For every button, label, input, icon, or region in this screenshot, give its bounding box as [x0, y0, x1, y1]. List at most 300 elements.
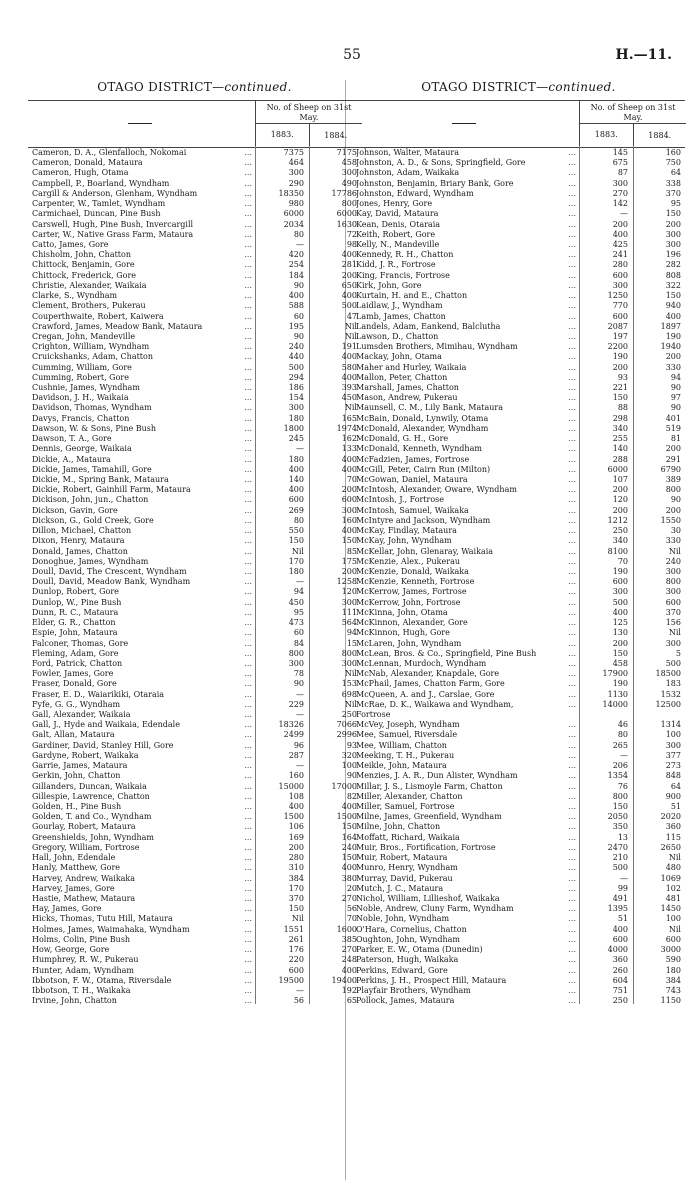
leader-dots: ... [568, 720, 576, 730]
leader-dots: ... [568, 188, 576, 198]
sheep-1883: 770 [612, 301, 628, 311]
sheep-1883: 550 [288, 526, 304, 536]
sheep-1884: 94 [670, 372, 681, 382]
sheep-1883: 300 [288, 168, 304, 178]
owner-name: McDonald, G. H., Gore [356, 434, 449, 444]
leader-dots: ... [244, 209, 252, 219]
left-year-1884: 1884. [324, 130, 348, 140]
table-row [28, 700, 361, 710]
table-row [28, 322, 361, 332]
sheep-1883: 384 [288, 873, 304, 883]
table-row [352, 782, 685, 792]
sheep-1883: 240 [288, 342, 304, 352]
table-row [28, 506, 361, 516]
leader-dots: ... [568, 965, 576, 975]
table-row [28, 710, 361, 720]
sheep-1883: 980 [288, 199, 304, 209]
table-row [28, 424, 361, 434]
sheep-1883: 280 [288, 853, 304, 863]
leader-dots: ... [568, 505, 576, 515]
sheep-1884: 100 [665, 730, 681, 740]
sheep-1884: 338 [665, 178, 681, 188]
leader-dots: ... [244, 883, 252, 893]
leader-dots: ... [568, 648, 576, 658]
sheep-1883: 1500 [283, 812, 304, 822]
sheep-1883: 800 [288, 648, 304, 658]
sheep-1883: 80 [293, 229, 304, 239]
leader-dots: ... [244, 250, 252, 260]
owner-name: Mackay, John, Otama [356, 352, 442, 362]
table-row [352, 720, 685, 730]
sheep-1884: 183 [665, 679, 681, 689]
owner-name: McVey, Joseph, Wyndham [356, 720, 460, 730]
table-row [352, 526, 685, 536]
table-row [352, 393, 685, 403]
sheep-1883: Nil [291, 546, 304, 556]
owner-name: Parker, E. W., Otama (Dunedin) [356, 945, 483, 955]
owner-name: Kurtain, H. and E., Chatton [356, 291, 468, 301]
sheep-1884: Nil [668, 924, 681, 934]
sheep-1883: 6000 [607, 464, 628, 474]
leader-dots: ... [244, 148, 252, 157]
sheep-1884: 2996 [336, 730, 357, 740]
owner-name: Mee, Samuel, Riversdale [356, 730, 458, 740]
sheep-1884: 600 [341, 495, 357, 505]
sheep-1883: 265 [612, 740, 628, 750]
leader-dots: ... [244, 280, 252, 290]
owner-name: Galt, Allan, Mataura [32, 730, 115, 740]
sheep-1884: 100 [665, 914, 681, 924]
sheep-1883: — [620, 209, 628, 219]
leader-dots: ... [244, 444, 252, 454]
sheep-1883: Nil [291, 914, 304, 924]
leader-dots: ... [244, 771, 252, 781]
sheep-1883: 190 [612, 352, 628, 362]
leader-dots: ... [568, 331, 576, 341]
leader-dots: ... [244, 434, 252, 444]
owner-name: Fraser, Donald, Gore [32, 679, 117, 689]
leader-dots: ... [244, 638, 252, 648]
leader-dots: ... [244, 679, 252, 689]
sheep-1884: 17000 [331, 781, 357, 791]
owner-name: Lumsden Brothers, Mimihau, Wyndham [356, 342, 518, 352]
sheep-1884: 17786 [331, 188, 357, 198]
leader-dots: ... [244, 556, 252, 566]
leader-dots: ... [568, 178, 576, 188]
owner-name: Dawson, W. & Sons, Pine Bush [32, 423, 157, 433]
sheep-1884: 300 [341, 505, 357, 515]
sheep-1884: 2650 [660, 842, 681, 852]
leader-dots: ... [244, 934, 252, 944]
leader-dots: ... [568, 975, 576, 985]
sheep-1883: 130 [612, 628, 628, 638]
owner-name: Johnston, Adam, Waikaka [356, 168, 460, 178]
right-sheep-header-label: No. of Sheep on 31st May. [580, 101, 686, 124]
owner-name: Golden, H., Pine Bush [32, 802, 122, 811]
leader-dots: ... [568, 945, 576, 955]
page-number: 55 [343, 47, 361, 63]
sheep-1884: 1550 [660, 515, 681, 525]
leader-dots: ... [244, 168, 252, 178]
owner-name: McDonald, Kenneth, Wyndham [356, 444, 482, 454]
sheep-1884: 743 [665, 985, 681, 995]
leader-dots: ... [568, 924, 576, 934]
sheep-1883: 1130 [607, 689, 628, 699]
table-row [352, 874, 685, 884]
owner-name: Christie, Alexander, Waikaia [32, 280, 147, 290]
owner-name: Crighton, William, Wyndham [32, 342, 150, 352]
leader-dots: ... [568, 444, 576, 454]
owner-name: Chittock, Benjamin, Gore [32, 260, 135, 270]
sheep-1884: 72 [346, 229, 357, 239]
sheep-1884: 300 [341, 658, 357, 668]
right-title-main: OTAGO DISTRICT— [421, 80, 549, 94]
owner-name: McKenzie, Alex., Pukerau [356, 556, 460, 566]
sheep-1883: 6000 [283, 209, 304, 219]
sheep-1883: 491 [612, 893, 628, 903]
sheep-1884: 400 [341, 464, 357, 474]
sheep-1884: 300 [665, 229, 681, 239]
table-row [28, 189, 361, 199]
owner-name: Golden, T. and Co., Wyndham [32, 812, 152, 822]
leader-dots: ... [568, 362, 576, 372]
sheep-1884: 330 [665, 536, 681, 546]
left-title-main: OTAGO DISTRICT— [97, 80, 225, 94]
leader-dots: ... [568, 985, 576, 995]
table-row [28, 465, 361, 475]
sheep-1884: 750 [665, 158, 681, 168]
leader-dots: ... [244, 965, 252, 975]
owner-name: Milne, James, Greenfield, Wyndham [356, 812, 502, 822]
leader-dots: ... [568, 842, 576, 852]
owner-name: McKerrow, John, Fortrose [356, 597, 461, 607]
sheep-1883: 120 [612, 495, 628, 505]
leader-dots: ... [568, 321, 576, 331]
owner-name: Elder, G. R., Chatton [32, 618, 116, 628]
sheep-1884: 281 [341, 260, 357, 270]
sheep-1884: 2020 [660, 812, 681, 822]
sheep-1884: 1532 [660, 689, 681, 699]
table-row [352, 168, 685, 178]
owner-name: Johnston, A. D., & Sons, Springfield, Gore [356, 158, 526, 168]
owner-name: McKenzie, Kenneth, Fortrose [356, 577, 475, 587]
sheep-1883: 154 [288, 393, 304, 403]
leader-dots: ... [244, 853, 252, 863]
owner-name: Miller, Samuel, Fortrose [356, 802, 455, 811]
sheep-1883: 245 [288, 434, 304, 444]
sheep-1883: 206 [612, 761, 628, 771]
leader-dots: ... [244, 781, 252, 791]
sheep-1883: 180 [288, 413, 304, 423]
table-row [28, 220, 361, 230]
table-row [28, 547, 361, 557]
owner-name: Playfair Brothers, Wyndham [356, 985, 471, 995]
leader-dots: ... [568, 904, 576, 914]
sheep-1884: 389 [665, 475, 681, 484]
sheep-1883: 500 [612, 863, 628, 873]
sheep-1883: 80 [293, 515, 304, 525]
sheep-1884: 360 [665, 822, 681, 832]
leader-dots: ... [244, 863, 252, 873]
right-year-1884: 1884. [648, 130, 672, 140]
sheep-1883: 600 [288, 965, 304, 975]
leader-dots: ... [568, 301, 576, 311]
sheep-1883: 96 [293, 740, 304, 750]
sheep-1883: 261 [288, 934, 304, 944]
sheep-1883: 170 [288, 883, 304, 893]
table-row [28, 577, 361, 587]
sheep-1883: 400 [288, 485, 304, 495]
leader-dots: ... [568, 658, 576, 668]
owner-name: Humphrey, R. W., Pukerau [32, 955, 139, 965]
sheep-1883: — [296, 577, 304, 587]
owner-name: King, Francis, Fortrose [356, 270, 450, 280]
table-row [28, 894, 361, 904]
owner-name: Davidson, J. H., Waikaia [32, 393, 129, 403]
sheep-1884: 240 [341, 842, 357, 852]
owner-name: Donoghue, James, Wyndham [32, 556, 149, 566]
leader-dots: ... [568, 219, 576, 229]
sheep-1883: 78 [293, 669, 304, 679]
sheep-1884: 192 [341, 985, 357, 995]
sheep-1884: 248 [341, 955, 357, 965]
leader-dots: ... [244, 842, 252, 852]
owner-name: Dillon, Michael, Chatton [32, 526, 132, 536]
table-row [28, 945, 361, 955]
leader-dots: ... [568, 464, 576, 474]
sheep-1883: 458 [612, 658, 628, 668]
leader-dots: ... [568, 291, 576, 301]
table-row [352, 843, 685, 853]
leader-dots: ... [244, 546, 252, 556]
sheep-1884: 300 [665, 638, 681, 648]
sheep-1884: 6790 [660, 464, 681, 474]
sheep-1884: 270 [341, 893, 357, 903]
leader-dots: ... [244, 996, 252, 1006]
sheep-1883: 200 [612, 505, 628, 515]
table-row [28, 526, 361, 536]
owner-name: Kean, Denis, Otaraia [356, 219, 441, 229]
leader-dots: ... [568, 812, 576, 822]
leader-dots: ... [244, 618, 252, 628]
owner-name: Johnson, Walter, Mataura [356, 148, 460, 157]
owner-name: Menzies, J. A. R., Dun Alister, Wyndham [356, 771, 518, 781]
sheep-1883: 270 [612, 188, 628, 198]
owner-name: Cameron, Hugh, Otama [32, 168, 129, 178]
sheep-1884: 1314 [660, 720, 681, 730]
table-row [352, 598, 685, 608]
sheep-1884: 300 [665, 239, 681, 249]
owner-name: McGowan, Daniel, Mataura [356, 475, 468, 484]
leader-dots: ... [244, 985, 252, 995]
table-row [352, 863, 685, 873]
leader-dots: ... [568, 750, 576, 760]
table-row [28, 557, 361, 567]
table-row [28, 833, 361, 843]
table-row [352, 904, 685, 914]
sheep-1884: 6000 [336, 209, 357, 219]
table-row [28, 598, 361, 608]
owner-name: Dunn, R. C., Mataura [32, 607, 119, 617]
table-row [352, 271, 685, 281]
owner-name: Couperthwaite, Robert, Kaiwera [32, 311, 164, 321]
table-row [28, 230, 361, 240]
leader-dots: ... [568, 832, 576, 842]
sheep-1883: 420 [288, 250, 304, 260]
sheep-1883: 298 [612, 413, 628, 423]
table-row [352, 986, 685, 996]
sheep-1884: 519 [665, 423, 681, 433]
sheep-1884: 81 [670, 434, 681, 444]
sheep-1883: 106 [288, 822, 304, 832]
sheep-1883: 7375 [283, 148, 304, 157]
sheep-1883: 2470 [607, 842, 628, 852]
sheep-1883: 254 [288, 260, 304, 270]
owner-name: Espie, John, Mataura [32, 628, 118, 638]
leader-dots: ... [568, 679, 576, 689]
leader-dots: ... [244, 219, 252, 229]
table-row [352, 312, 685, 322]
owner-name: Marshall, James, Chatton [356, 383, 459, 393]
table-row [352, 925, 685, 935]
leader-dots: ... [568, 229, 576, 239]
owner-name: Doull, David, The Crescent, Wyndham [32, 566, 187, 576]
sheep-1884: 400 [341, 863, 357, 873]
sheep-1884: 1450 [660, 904, 681, 914]
leader-dots: ... [568, 148, 576, 157]
sheep-1884: Nil [668, 546, 681, 556]
leader-dots: ... [244, 587, 252, 597]
sheep-1883: 340 [612, 423, 628, 433]
owner-name: Dickison, John, jun., Chatton [32, 495, 149, 505]
table-row [28, 771, 361, 781]
owner-name: Gall, J., Hyde and Waikaia, Edendale [32, 720, 180, 730]
table-row [28, 986, 361, 996]
sheep-1883: 13 [617, 832, 628, 842]
leader-dots: ... [568, 853, 576, 863]
owner-name: Muir, Robert, Mataura [356, 853, 448, 863]
sheep-1884: 160 [665, 148, 681, 157]
sheep-1883: 197 [612, 331, 628, 341]
owner-name: Maher and Hurley, Waikaia [356, 362, 467, 372]
owner-name: Dickson, Gavin, Gore [32, 505, 118, 515]
table-row [28, 720, 361, 730]
sheep-1884: 153 [341, 679, 357, 689]
sheep-1884: Nil [344, 403, 357, 413]
table-row [28, 414, 361, 424]
owner-name: Dunlop, W., Pine Bush [32, 597, 122, 607]
sheep-1883: 229 [288, 699, 304, 709]
sheep-1884: 85 [346, 546, 357, 556]
leader-dots: ... [244, 260, 252, 270]
sheep-1883: 190 [612, 566, 628, 576]
owner-name: Cushnie, James, Wyndham [32, 383, 140, 393]
owner-name: Gardiner, David, Stanley Hill, Gore [32, 740, 174, 750]
sheep-1883: — [296, 985, 304, 995]
column-rule [633, 146, 634, 1004]
sheep-1884: 19400 [331, 975, 357, 985]
table-row [352, 649, 685, 659]
sheep-1883: 125 [612, 618, 628, 628]
table-row [352, 240, 685, 250]
leader-dots: ... [244, 301, 252, 311]
sheep-1883: 200 [612, 219, 628, 229]
sheep-1883: 150 [612, 802, 628, 811]
sheep-1883: 400 [288, 291, 304, 301]
sheep-1884: 580 [341, 362, 357, 372]
owner-name: Paterson, Hugh, Waikaka [356, 955, 459, 965]
sheep-1883: 60 [293, 628, 304, 638]
owner-name: McIntosh, Samuel, Waikaka [356, 505, 469, 515]
owner-name: Kidd, J. R., Fortrose [356, 260, 436, 270]
sheep-1884: 64 [670, 781, 681, 791]
sheep-1884: 300 [665, 587, 681, 597]
owner-name: Maunsell, C. M., Lily Bank, Mataura [356, 403, 503, 413]
sheep-1884: 500 [341, 301, 357, 311]
leader-dots: ... [244, 352, 252, 362]
sheep-1883: 2200 [607, 342, 628, 352]
table-row [28, 260, 361, 270]
sheep-1884: 90 [670, 495, 681, 505]
sheep-1884: 800 [665, 577, 681, 587]
sheep-1883: 51 [617, 914, 628, 924]
table-row [28, 669, 361, 679]
table-row [28, 761, 361, 771]
sheep-1883: 1354 [607, 771, 628, 781]
sheep-1883: 8100 [607, 546, 628, 556]
owner-name: Hanly, Matthew, Gore [32, 863, 121, 873]
leader-dots: ... [568, 403, 576, 413]
sheep-1884: 590 [665, 955, 681, 965]
left-column [28, 80, 361, 1006]
table-row [28, 782, 361, 792]
table-row [28, 342, 361, 352]
leader-dots: ... [244, 229, 252, 239]
table-row [352, 444, 685, 454]
leader-dots: ... [568, 280, 576, 290]
owner-name: Gillespie, Lawrence, Chatton [32, 791, 150, 801]
sheep-1883: 1395 [607, 904, 628, 914]
owner-name: Lamb, James, Chatton [356, 311, 446, 321]
owner-name: Dawson, T. A., Gore [32, 434, 112, 444]
sheep-1884: 56 [346, 904, 357, 914]
sheep-1884: 82 [346, 791, 357, 801]
owner-name: McRae, D. K., Waikawa and Wyndham, [356, 699, 514, 709]
owner-name: McKinnon, Hugh, Gore [356, 628, 450, 638]
leader-dots: ... [244, 607, 252, 617]
sheep-1883: 80 [617, 730, 628, 740]
leader-dots: ... [244, 740, 252, 750]
sheep-1883: 1250 [607, 291, 628, 301]
table-row [28, 843, 361, 853]
owner-name: Pollock, James, Mataura [356, 996, 455, 1006]
owner-name: Cargill & Anderson, Glenham, Wyndham [32, 188, 198, 198]
owner-name: Dickie, M., Spring Bank, Mataura [32, 475, 169, 484]
sheep-1883: 300 [288, 403, 304, 413]
owner-name: Johnston, Benjamin, Briary Bank, Gore [356, 178, 514, 188]
sheep-1883: 221 [612, 383, 628, 393]
table-row [28, 352, 361, 362]
leader-dots: ... [244, 158, 252, 168]
sheep-1883: 99 [617, 883, 628, 893]
sheep-1884: 196 [665, 250, 681, 260]
owner-name: Gregory, William, Fortrose [32, 842, 140, 852]
sheep-1883: 90 [293, 679, 304, 689]
table-row [28, 373, 361, 383]
owner-name: McGill, Peter, Cairn Run (Milton) [356, 464, 491, 474]
leader-dots: ... [244, 873, 252, 883]
sheep-1884: 808 [665, 270, 681, 280]
